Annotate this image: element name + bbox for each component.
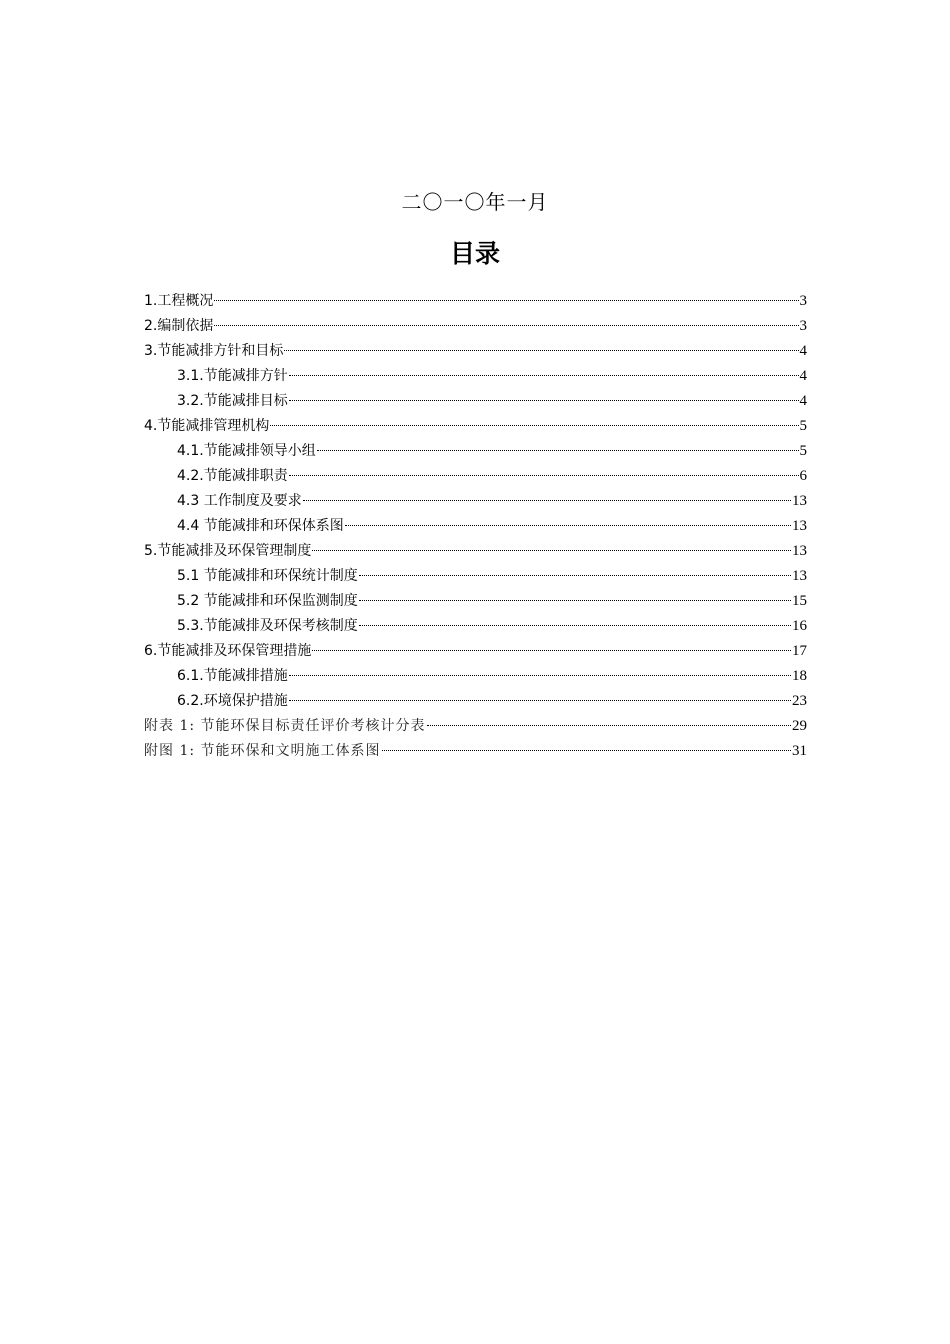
dot-leader	[303, 500, 791, 501]
toc-entry-label: 3.2.节能减排目标	[177, 393, 288, 409]
toc-entry[interactable]	[144, 664, 807, 689]
toc-page-number: 13	[792, 543, 807, 559]
toc-title: 目录	[449, 239, 500, 268]
toc-entry-label: 6.节能减排及环保管理措施	[144, 643, 312, 659]
dot-leader	[317, 450, 799, 451]
toc-page-number: 29	[792, 718, 807, 734]
toc-entry-label: 6.2.环境保护措施	[177, 693, 288, 709]
toc-entry[interactable]	[144, 439, 807, 464]
toc-entry[interactable]	[144, 539, 807, 564]
toc-page-number: 4	[799, 343, 807, 359]
dot-leader	[289, 375, 799, 376]
date-line: 二〇一〇年一月	[401, 190, 549, 214]
toc-entry[interactable]	[144, 364, 807, 389]
toc-entry-label: 5.3.节能减排及环保考核制度	[177, 618, 358, 634]
toc-page-number: 31	[792, 743, 807, 759]
toc-page-number: 4	[799, 393, 807, 409]
toc-entry[interactable]	[144, 564, 807, 589]
dot-leader	[289, 400, 799, 401]
toc-entry-label: 6.1.节能减排措施	[177, 668, 288, 684]
toc-entry-label: 3.1.节能减排方针	[177, 368, 288, 384]
toc-page-number: 13	[792, 568, 807, 584]
toc-entry-label: 4.3 工作制度及要求	[177, 493, 302, 509]
dot-leader	[214, 300, 798, 301]
toc-entry[interactable]	[144, 489, 807, 514]
toc-entry[interactable]	[144, 639, 807, 664]
dot-leader	[214, 325, 798, 326]
toc-entry[interactable]	[144, 314, 807, 339]
dot-leader	[312, 550, 791, 551]
dot-leader	[359, 600, 791, 601]
toc-page-number: 13	[792, 493, 807, 509]
toc-entry-label: 4.1.节能减排领导小组	[177, 443, 316, 459]
table-of-contents	[144, 289, 807, 764]
toc-entry[interactable]	[144, 414, 807, 439]
toc-entry-appendix-figure[interactable]	[144, 739, 807, 764]
toc-page-number: 5	[799, 418, 807, 434]
toc-entry-label: 4.节能减排管理机构	[144, 418, 270, 434]
toc-entry-label: 2.编制依据	[144, 318, 214, 334]
dot-leader	[359, 575, 791, 576]
toc-entry[interactable]	[144, 689, 807, 714]
toc-entry-label: 4.2.节能减排职责	[177, 468, 288, 484]
toc-entry[interactable]	[144, 289, 807, 314]
dot-leader	[284, 350, 798, 351]
toc-page-number: 17	[792, 643, 807, 659]
toc-entry[interactable]	[144, 589, 807, 614]
toc-entry-label: 4.4 节能减排和环保体系图	[177, 518, 344, 534]
toc-entry-label: 1.工程概况	[144, 293, 214, 309]
toc-page-number: 15	[792, 593, 807, 609]
toc-entry-label: 附图 1: 节能环保和文明施工体系图	[144, 743, 381, 759]
toc-entry[interactable]	[144, 614, 807, 639]
toc-entry-label: 5.2 节能减排和环保监测制度	[177, 593, 358, 609]
toc-entry-appendix-table[interactable]	[144, 714, 807, 739]
toc-entry-label: 3.节能减排方针和目标	[144, 343, 284, 359]
toc-entry[interactable]	[144, 514, 807, 539]
dot-leader	[359, 625, 791, 626]
dot-leader	[289, 700, 791, 701]
toc-entry-label: 5.1 节能减排和环保统计制度	[177, 568, 358, 584]
dot-leader	[312, 650, 791, 651]
dot-leader	[382, 750, 791, 751]
dot-leader	[345, 525, 791, 526]
dot-leader	[427, 725, 791, 726]
toc-entry[interactable]	[144, 339, 807, 364]
toc-page-number: 23	[792, 693, 807, 709]
toc-entry-label: 5.节能减排及环保管理制度	[144, 543, 312, 559]
toc-page-number: 16	[792, 618, 807, 634]
toc-page-number: 18	[792, 668, 807, 684]
toc-page-number: 13	[792, 518, 807, 534]
toc-page-number: 4	[799, 368, 807, 384]
toc-entry[interactable]	[144, 464, 807, 489]
dot-leader	[270, 425, 798, 426]
toc-page-number: 6	[799, 468, 807, 484]
toc-entry-label: 附表 1: 节能环保目标责任评价考核计分表	[144, 718, 426, 734]
dot-leader	[289, 475, 799, 476]
toc-page-number: 3	[799, 318, 807, 334]
toc-page-number: 3	[799, 293, 807, 309]
toc-page-number: 5	[799, 443, 807, 459]
toc-entry[interactable]	[144, 389, 807, 414]
dot-leader	[289, 675, 791, 676]
